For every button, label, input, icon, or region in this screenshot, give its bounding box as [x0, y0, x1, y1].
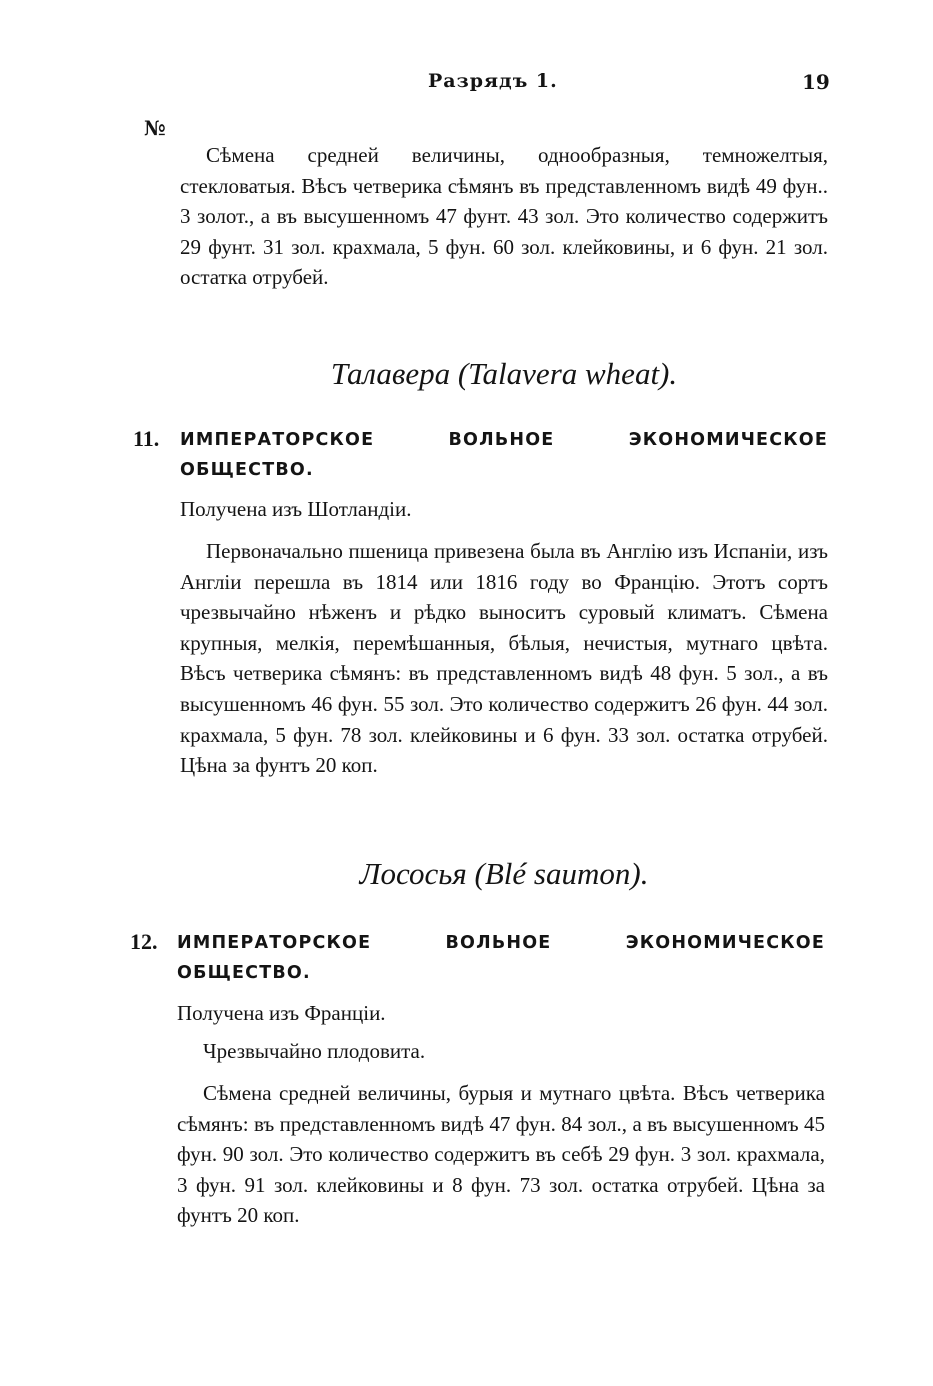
entry-number: 12.	[130, 929, 158, 954]
entry-description: Первоначально пшеница привезена была въ Англію изъ Испаніи, изъ Англіи перешла въ 1814 или 1816 году во Францію. Этотъ сортъ чрезвычайно нѣженъ и рѣдко выноситъ суровый климатъ. Сѣмена крупныя, мелкія, перемѣшанныя, бѣлыя, нечистыя, мутнаго цвѣта. Вѣсъ четверика сѣмянъ: въ представленномъ видѣ 48 фун. 5 зол., а въ высушенномъ 46 фун. 55 зол. Это количество содержитъ 26 фун. 44 зол. крахмала, 5 фун. 78 зол. клейковины и 6 фун. 33 зол. остатка отрубей. Цѣна за фунтъ 20 коп.	[180, 539, 828, 778]
entry-source: Получена изъ Шотландіи.	[180, 497, 412, 521]
entry-source: Получена изъ Франціи.	[177, 1001, 386, 1025]
running-head: Разрядъ 1.	[428, 70, 558, 92]
variety-heading: Талавера (Talavera wheat).	[330, 356, 678, 391]
variety-heading: Лососья (Blé saumon).	[359, 856, 649, 891]
page-number: 19	[802, 70, 830, 94]
intro-paragraph: Сѣмена средней величины, однообразныя, темножелтыя, стекловатыя. Вѣсъ четверика сѣмянъ въ представленномъ видѣ 49 фун.. 3 золот., а въ высушенномъ 47 фунт. 43 зол. Это количество содержитъ 29 фунт. 31 зол. крахмала, 5 фун. 60 зол. клейковины, и 6 фун. 21 зол. остатка отрубей.	[180, 143, 828, 290]
entry-description: Сѣмена средней величины, бурыя и мутнаго цвѣта. Вѣсъ четверика сѣмянъ: въ представленномъ видѣ 47 фун. 84 зол., а въ высушенномъ 45 фун. 90 зол. Это количество содержитъ въ себѣ 29 фун. 3 зол. крахмала, 3 фун. 91 зол. клейковины и 8 фун. 73 зол. остатка отрубей. Цѣна за фунтъ 20 коп.	[177, 1081, 825, 1228]
entry-title: ИМПЕРАТОРСКОЕ ВОЛЬНОЕ ЭКОНОМИЧЕСКОЕ ОБЩЕСТВО.	[180, 430, 828, 480]
entry-note: Чрезвычайно плодовита.	[203, 1039, 426, 1063]
entry-title: ИМПЕРАТОРСКОЕ ВОЛЬНОЕ ЭКОНОМИЧЕСКОЕ ОБЩЕСТВО.	[177, 933, 825, 983]
entry-number: 11.	[133, 426, 160, 451]
number-sign: №	[144, 116, 166, 140]
